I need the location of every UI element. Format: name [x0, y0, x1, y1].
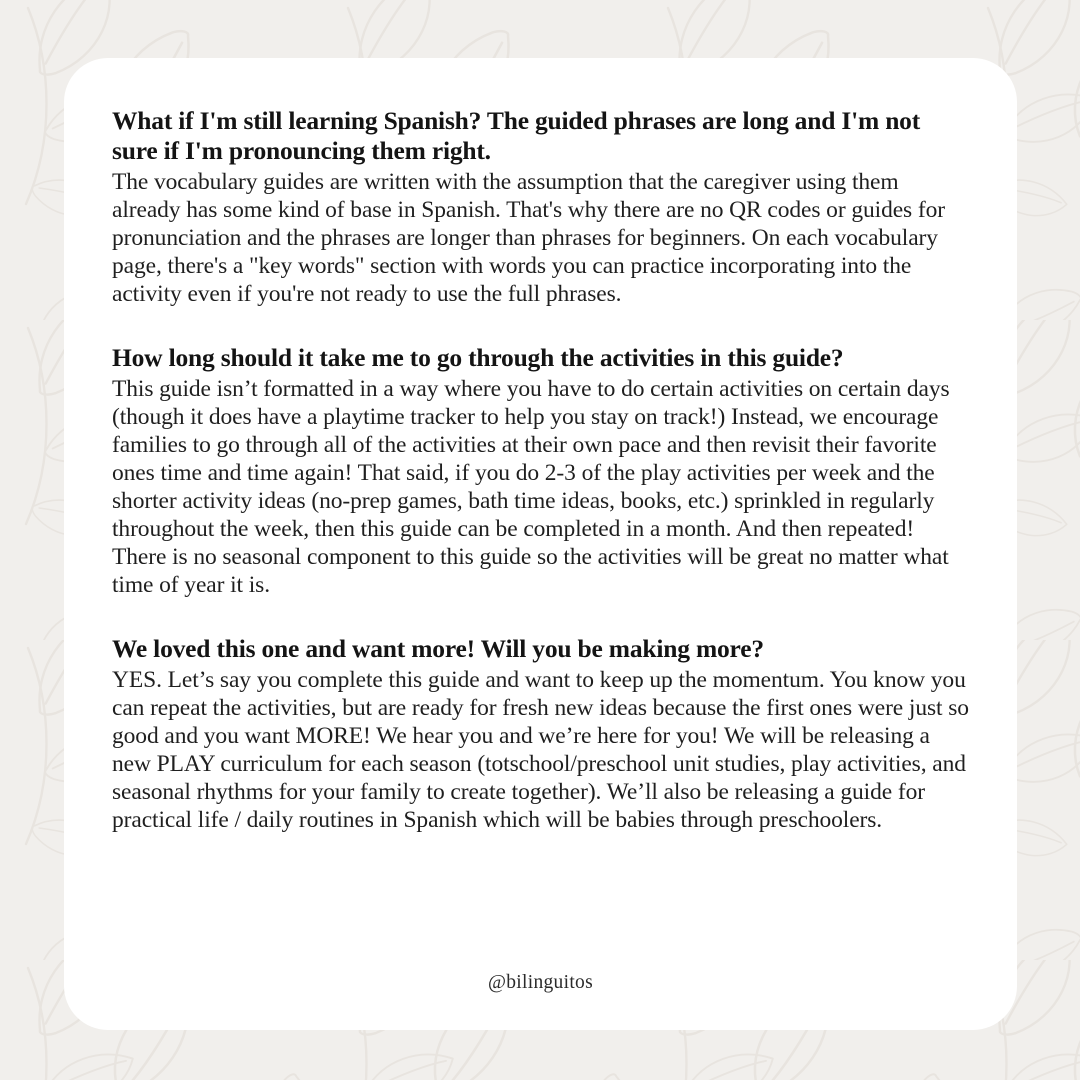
faq-question: How long should it take me to go through the activities in this guide? — [112, 343, 844, 372]
faq-section — [112, 106, 969, 308]
faq-card — [64, 58, 1017, 1030]
faq-question: We loved this one and want more! Will you be making more? — [112, 634, 764, 663]
faq-answer: The vocabulary guides are written with the assumption that the caregiver using them already has some kind of base in Spanish. That's why there are no QR codes or guides for pronunciation and the phrases are longer than phrases for beginners. On each vocabulary page, there's a "key words" section with words you can practice incorporating into the activity even if you're not ready to use the full phrases. — [112, 169, 945, 307]
faq-answer: This guide isn’t formatted in a way where you have to do certain activities on certain days (though it does have a playtime tracker to help you stay on track!) Instead, we encourage families to go through all of the activities at their own pace and then revisit their favorite ones time and time again! That said, if you do 2-3 of the play activities per week and the shorter activity ideas (no-prep games, bath time ideas, books, etc.) sprinkled in regularly throughout the week, then this guide can be completed in a month. And then repeated! There is no seasonal component to this guide so the activities will be great no matter what time of year it is. — [112, 376, 950, 598]
faq-section — [112, 343, 969, 599]
faq-answer: YES. Let’s say you complete this guide and want to keep up the momentum. You know you can repeat the activities, but are ready for fresh new ideas because the first ones were just so good and you want MORE! We hear you and we’re here for you! We will be releasing a new PLAY curriculum for each season (totschool/preschool unit studies, play activities, and seasonal rhythms for your family to create together). We’ll also be releasing a guide for practical life / daily routines in Spanish which will be babies through preschoolers. — [112, 667, 969, 833]
faq-question: What if I'm still learning Spanish? The guided phrases are long and I'm not sure if I'm pronouncing them right. — [112, 106, 921, 165]
account-handle: @bilinguitos — [488, 972, 593, 993]
faq-section — [112, 634, 969, 834]
